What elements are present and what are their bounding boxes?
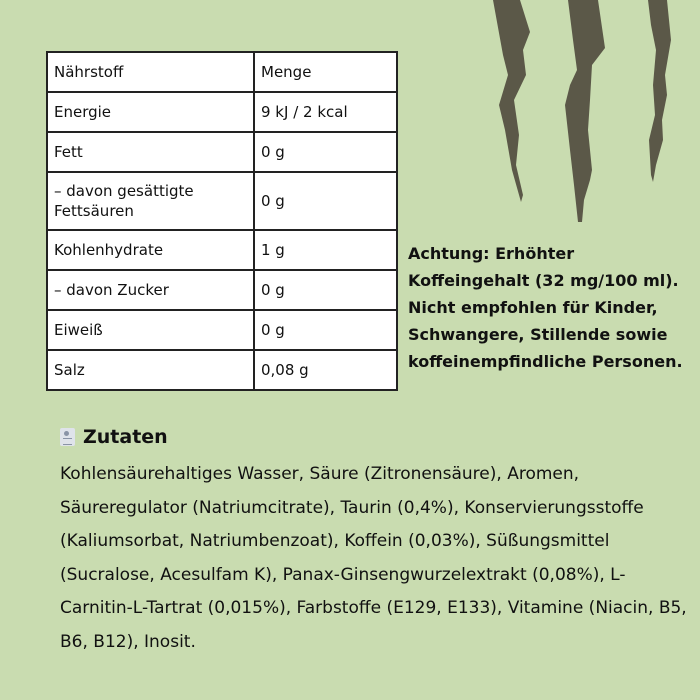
amount-cell: 9 kJ / 2 kcal [254,92,397,132]
table-row [47,132,397,172]
table-header-row [47,52,397,92]
document-icon [60,428,75,446]
table-row [47,230,397,270]
table-row [47,310,397,350]
nutrient-cell: Kohlenhydrate [47,230,254,270]
amount-cell: 0 g [254,132,397,172]
amount-cell: 0,08 g [254,350,397,390]
nutrient-cell: Eiweiß [47,310,254,350]
header-cell: Nährstoff [47,52,254,92]
claw-mark [648,0,671,182]
table-row [47,270,397,310]
nutrient-cell: Energie [47,92,254,132]
header-cell: Menge [254,52,397,92]
ingredients-title: Zutaten [83,426,168,448]
table-row [47,92,397,132]
ingredients-heading [60,426,168,448]
nutrient-cell: – davon Zucker [47,270,254,310]
nutrient-cell: – davon gesättigte Fettsäuren [47,172,254,230]
amount-cell: 0 g [254,172,397,230]
nutrient-cell: Salz [47,350,254,390]
amount-cell: 1 g [254,230,397,270]
table-row [47,350,397,390]
ingredients-text: Kohlensäurehaltiges Wasser, Säure (Zitronensäure), Aromen, Säureregulator (Natriumcitrate), Taurin (0,4%), Konservierungsstoffe (Kaliumsorbat, Natriumbenzoat), Koffein (0,03%), Süßungsmittel (Sucralose, Acesulfam K), Panax-Ginsengwurzelextrakt (0,08%), L-Carnitin-L-Tartrat (0,015%), Farbstoffe (E129, E133), Vitamine (Niacin, B5, B6, B12), Inosit. [60,464,687,652]
amount-cell: 0 g [254,310,397,350]
table-row [47,172,397,230]
nutrient-cell: Fett [47,132,254,172]
caffeine-warning: Achtung: Erhöhter Koffeingehalt (32 mg/100 ml). Nicht empfohlen für Kinder, Schwangere, Stillende sowie koffeinempfindliche Personen. [408,244,683,371]
nutrition-table [46,51,398,391]
claw-mark [493,0,530,202]
amount-cell: 0 g [254,270,397,310]
claw-mark [565,0,605,222]
